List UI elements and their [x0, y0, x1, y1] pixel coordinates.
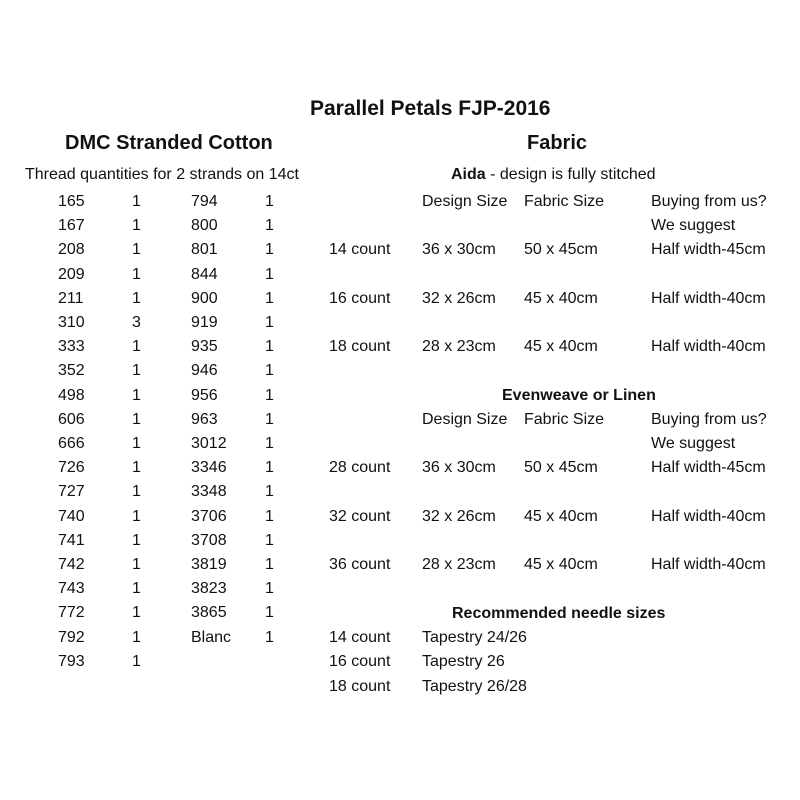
aida-row-fabric: 50 x 45cm [524, 241, 598, 258]
thread-quantity: 1 [265, 604, 274, 621]
thread-code: 3706 [191, 508, 227, 525]
thread-code: 792 [58, 629, 85, 646]
aida-label: Aida [451, 166, 486, 183]
thread-quantity: 1 [132, 411, 141, 428]
thread-code: 3819 [191, 556, 227, 573]
evenweave-row-fabric: 45 x 40cm [524, 508, 598, 525]
thread-quantity: 1 [132, 338, 141, 355]
thread-code: Blanc [191, 629, 232, 646]
needle-row-size: Tapestry 26/28 [422, 678, 527, 695]
evenweave-suggest-header: We suggest [651, 435, 736, 452]
thread-code: 963 [191, 411, 218, 428]
thread-code: 743 [58, 580, 85, 597]
evenweave-fabric-header: Fabric Size [524, 411, 605, 428]
thread-code: 208 [58, 241, 85, 258]
thread-quantity: 1 [132, 508, 141, 525]
aida-row-buy: Half width-45cm [651, 241, 766, 258]
thread-code: 211 [58, 290, 84, 307]
thread-quantity: 1 [265, 266, 274, 283]
thread-code: 498 [58, 387, 85, 404]
thread-quantity: 1 [132, 193, 141, 210]
evenweave-row-buy: Half width-40cm [651, 508, 766, 525]
thread-quantity: 1 [132, 653, 141, 670]
aida-row-count: 14 count [329, 241, 391, 258]
thread-code: 3823 [191, 580, 227, 597]
thread-code: 3865 [191, 604, 227, 621]
thread-quantity: 1 [132, 290, 141, 307]
aida-suggest-header: We suggest [651, 217, 736, 234]
thread-code: 801 [191, 241, 218, 258]
thread-code: 3346 [191, 459, 227, 476]
thread-code: 167 [58, 217, 85, 234]
thread-code: 740 [58, 508, 85, 525]
thread-quantity: 1 [265, 362, 274, 379]
needle-row-size: Tapestry 24/26 [422, 629, 527, 646]
fabric-heading: Fabric [527, 132, 588, 154]
thread-quantity: 1 [132, 580, 141, 597]
thread-code: 741 [58, 532, 85, 549]
aida-row-design: 28 x 23cm [422, 338, 496, 355]
evenweave-row-count: 32 count [329, 508, 391, 525]
thread-code: 935 [191, 338, 218, 355]
thread-code: 333 [58, 338, 85, 355]
thread-quantity: 1 [265, 387, 274, 404]
aida-design-header: Design Size [422, 193, 508, 210]
thread-quantity: 1 [265, 435, 274, 452]
aida-row-count: 16 count [329, 290, 391, 307]
thread-code: 209 [58, 266, 85, 283]
evenweave-row-buy: Half width-40cm [651, 556, 766, 573]
thread-code: 606 [58, 411, 85, 428]
thread-quantity: 1 [265, 290, 274, 307]
evenweave-row-design: 28 x 23cm [422, 556, 496, 573]
thread-code: 666 [58, 435, 85, 452]
thread-code: 3012 [191, 435, 227, 452]
aida-row-buy: Half width-40cm [651, 290, 766, 307]
evenweave-row-buy: Half width-45cm [651, 459, 766, 476]
thread-quantity: 1 [265, 338, 274, 355]
thread-quantity: 1 [265, 411, 274, 428]
thread-code: 352 [58, 362, 85, 379]
aida-title [451, 166, 656, 184]
thread-quantity: 1 [132, 556, 141, 573]
page-title: Parallel Petals FJP-2016 [310, 97, 551, 120]
needles-title: Recommended needle sizes [452, 605, 666, 622]
thread-code: 726 [58, 459, 85, 476]
thread-quantity: 1 [265, 556, 274, 573]
needle-row-count: 16 count [329, 653, 391, 670]
thread-quantity: 1 [132, 483, 141, 500]
evenweave-row-fabric: 45 x 40cm [524, 556, 598, 573]
thread-quantity: 1 [132, 604, 141, 621]
evenweave-row-design: 36 x 30cm [422, 459, 496, 476]
thread-heading: DMC Stranded Cotton [65, 132, 273, 154]
aida-row-buy: Half width-40cm [651, 338, 766, 355]
thread-quantity: 1 [265, 241, 274, 258]
evenweave-row-fabric: 50 x 45cm [524, 459, 598, 476]
thread-code: 794 [191, 193, 218, 210]
evenweave-row-design: 32 x 26cm [422, 508, 496, 525]
thread-code: 946 [191, 362, 218, 379]
thread-code: 742 [58, 556, 85, 573]
thread-code: 165 [58, 193, 85, 210]
thread-code: 727 [58, 483, 85, 500]
thread-quantity: 1 [132, 387, 141, 404]
aida-buying-header: Buying from us? [651, 193, 767, 210]
thread-code: 956 [191, 387, 218, 404]
thread-quantity: 1 [265, 508, 274, 525]
aida-row-count: 18 count [329, 338, 391, 355]
thread-quantity: 1 [265, 580, 274, 597]
thread-code: 3708 [191, 532, 227, 549]
thread-quantity: 1 [265, 193, 274, 210]
thread-quantity: 1 [132, 532, 141, 549]
thread-quantity: 1 [132, 217, 141, 234]
evenweave-row-count: 36 count [329, 556, 391, 573]
thread-quantity: 1 [132, 362, 141, 379]
aida-row-design: 36 x 30cm [422, 241, 496, 258]
needle-row-size: Tapestry 26 [422, 653, 505, 670]
thread-quantity: 1 [265, 629, 274, 646]
needle-row-count: 18 count [329, 678, 391, 695]
thread-code: 900 [191, 290, 218, 307]
thread-quantity: 1 [265, 532, 274, 549]
aida-row-fabric: 45 x 40cm [524, 290, 598, 307]
thread-quantity: 1 [132, 629, 141, 646]
thread-quantity: 1 [132, 459, 141, 476]
thread-code: 310 [58, 314, 85, 331]
evenweave-row-count: 28 count [329, 459, 391, 476]
thread-code: 793 [58, 653, 85, 670]
thread-quantity: 1 [132, 266, 141, 283]
evenweave-title: Evenweave or Linen [502, 387, 656, 404]
needle-row-count: 14 count [329, 629, 391, 646]
evenweave-design-header: Design Size [422, 411, 508, 428]
thread-quantity: 1 [265, 459, 274, 476]
thread-quantity: 1 [265, 217, 274, 234]
thread-quantity: 1 [132, 241, 141, 258]
thread-code: 800 [191, 217, 218, 234]
thread-code: 844 [191, 266, 218, 283]
thread-quantity: 1 [265, 483, 274, 500]
thread-quantity: 3 [132, 314, 141, 331]
aida-row-design: 32 x 26cm [422, 290, 496, 307]
aida-row-fabric: 45 x 40cm [524, 338, 598, 355]
thread-quantity: 1 [132, 435, 141, 452]
aida-fabric-header: Fabric Size [524, 193, 605, 210]
thread-code: 772 [58, 604, 85, 621]
thread-code: 3348 [191, 483, 227, 500]
thread-quantity: 1 [265, 314, 274, 331]
evenweave-buying-header: Buying from us? [651, 411, 767, 428]
thread-note: Thread quantities for 2 strands on 14ct [25, 166, 299, 183]
aida-note: - design is fully stitched [485, 166, 656, 183]
thread-code: 919 [191, 314, 218, 331]
